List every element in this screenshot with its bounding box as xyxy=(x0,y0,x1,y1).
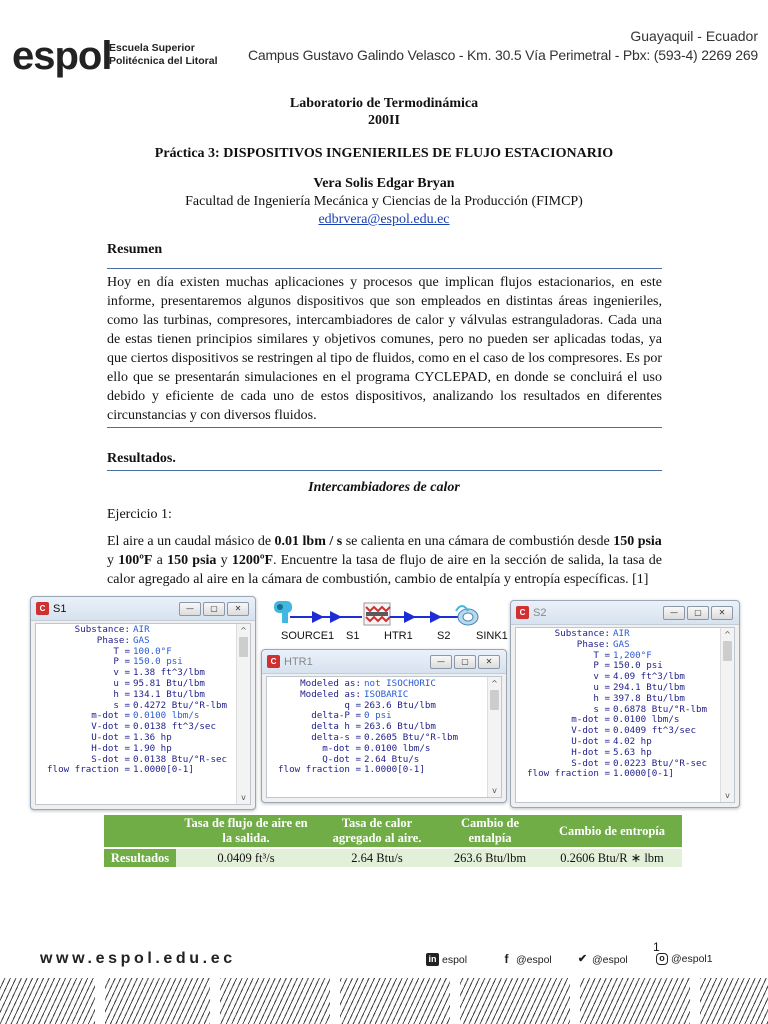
property-value: ISOBARIC xyxy=(364,688,409,700)
property-value: 0.4272 Btu/°R-lbm xyxy=(133,699,228,711)
htr1-properties-panel xyxy=(266,676,502,798)
property-key: s = xyxy=(113,699,130,711)
espol-logo xyxy=(12,34,222,78)
property-key: m-dot = xyxy=(322,742,361,754)
property-value: 263.6 Btu/lbm xyxy=(364,699,436,711)
resumen-text: Hoy en día existen muchas aplicaciones y procesos que implican flujos estacionarios, en este informe, presentaremos algunos dispositivos que son empleados en distintas áreas ingenieriles, como las turbinas, compresores, intercambiadores de calor y válvulas estranguladoras. Cada una de estas tienen principios similares y objetivos comunes, pero no pueden ser aplicadas todas, ya que ciertos dispositivos se restringen al tipo de fluidos, como en el caso de los compresores. Es por ello que se presentarán simulaciones en el programa CYCLEPAD, en donde se concluirá el uso debido y eficiente de cada uno de estos dispositivos, analizando los resultados en diferentes circunstancias y con diversos fluidos. xyxy=(107,275,662,423)
s1-window-title: S1 xyxy=(53,603,67,615)
table-header-heat: Tasa de calor agregado al aire. xyxy=(316,815,438,848)
property-value: GAS xyxy=(133,634,150,646)
property-value: 0.2605 Btu/°R-lbm xyxy=(364,731,459,743)
property-key: H-dot = xyxy=(91,742,130,754)
resultados-heading: Resultados. xyxy=(107,451,176,466)
diagram-label-htr1: HTR1 xyxy=(384,630,413,642)
property-row[interactable] xyxy=(516,640,718,651)
property-value: 0.0100 lbm/s xyxy=(133,710,200,722)
property-row[interactable] xyxy=(267,744,485,755)
logo-line2: Politécnica del Litoral xyxy=(109,55,218,67)
header-address: Campus Gustavo Galindo Velasco - Km. 30.5 Vía Perimetral - Pbx: (593-4) 2269 269 xyxy=(247,47,758,63)
cyclepad-app-icon: C xyxy=(36,602,49,615)
footer-hatch-gap xyxy=(450,978,460,1024)
close-button[interactable]: ✕ xyxy=(478,655,500,669)
property-value: 100.0°F xyxy=(133,645,172,657)
property-key: delta h = xyxy=(311,721,361,733)
property-row[interactable] xyxy=(267,765,485,776)
resumen-rule-bottom xyxy=(107,427,662,428)
property-key: delta-s = xyxy=(311,731,361,743)
property-value: 0.0100 lbm/s xyxy=(613,714,680,726)
property-value: 263.6 Btu/lbm xyxy=(364,721,436,733)
resumen-rule-top xyxy=(107,268,662,269)
social-instagram[interactable] xyxy=(656,953,713,965)
s2-properties-panel xyxy=(515,627,735,803)
property-value: GAS xyxy=(613,638,630,650)
property-value: 1.38 ft^3/lbm xyxy=(133,667,205,679)
scroll-down-icon[interactable]: v xyxy=(492,786,497,795)
instagram-handle: @espol1 xyxy=(671,953,713,965)
htr1-properties xyxy=(267,679,485,776)
s2-window[interactable] xyxy=(510,600,740,808)
table-cell-enthalpy: 263.6 Btu/lbm xyxy=(438,848,542,867)
property-value: 150.0 psi xyxy=(613,660,663,672)
property-key: S-dot = xyxy=(91,753,130,765)
property-value: not ISOCHORIC xyxy=(364,678,436,689)
property-key: T = xyxy=(113,645,130,657)
maximize-button[interactable]: ▢ xyxy=(203,602,225,616)
property-value: 4.02 hp xyxy=(613,735,652,747)
table-cell-heat: 2.64 Btu/s xyxy=(316,848,438,867)
social-facebook[interactable] xyxy=(500,953,552,966)
maximize-button[interactable]: ▢ xyxy=(454,655,476,669)
property-key: P = xyxy=(113,656,130,668)
maximize-button[interactable]: ▢ xyxy=(687,606,709,620)
scroll-down-icon[interactable]: v xyxy=(241,793,246,802)
property-key: Phase: xyxy=(576,638,610,650)
htr1-scrollbar[interactable] xyxy=(487,677,501,797)
s1-titlebar[interactable] xyxy=(31,597,255,621)
property-value: 1.0000[0-1] xyxy=(364,764,425,776)
htr1-window-title: HTR1 xyxy=(284,656,313,668)
footer-hatch-gap xyxy=(570,978,580,1024)
property-value: AIR xyxy=(133,624,150,635)
twitter-icon: ✔ xyxy=(577,953,588,965)
s1-properties-panel xyxy=(35,623,251,805)
property-key: flow fraction = xyxy=(527,768,610,780)
property-key: U-dot = xyxy=(91,731,130,743)
scroll-up-icon[interactable]: ^ xyxy=(491,679,498,688)
property-key: flow fraction = xyxy=(47,764,130,776)
property-key: Substance: xyxy=(554,628,610,639)
faculty-name: Facultad de Ingeniería Mecánica y Ciencias de la Producción (FIMCP) xyxy=(185,194,583,209)
footer-hatch-gap xyxy=(210,978,220,1024)
property-key: P = xyxy=(593,660,610,672)
source-icon[interactable] xyxy=(274,601,292,623)
table-header-entropy: Cambio de entropía xyxy=(542,815,682,848)
property-key: q = xyxy=(344,699,361,711)
cyclepad-app-icon: C xyxy=(516,606,529,619)
property-key: Q-dot = xyxy=(322,753,361,765)
property-key: V-dot = xyxy=(571,725,610,737)
s2-properties xyxy=(516,629,718,780)
table-header-flow: Tasa de flujo de aire en la salida. xyxy=(176,815,316,848)
property-value: 2.64 Btu/s xyxy=(364,753,420,765)
close-button[interactable]: ✕ xyxy=(227,602,249,616)
property-value: 95.81 Btu/lbm xyxy=(133,677,205,689)
logo-line1: Escuela Superior xyxy=(109,42,195,54)
logo-subtitle xyxy=(109,42,218,68)
property-key: H-dot = xyxy=(571,746,610,758)
property-row[interactable] xyxy=(36,690,234,701)
property-value: 134.1 Btu/lbm xyxy=(133,688,205,700)
practice-title: Práctica 3: DISPOSITIVOS INGENIERILES DE FLUJO ESTACIONARIO xyxy=(154,146,614,161)
close-button[interactable]: ✕ xyxy=(711,606,733,620)
table-cell-entropy: 0.2606 Btu/R ∗ lbm xyxy=(542,848,682,867)
property-key: Phase: xyxy=(96,634,130,646)
property-key: v = xyxy=(593,671,610,683)
s2-titlebar[interactable] xyxy=(511,601,739,625)
property-value: 1.90 hp xyxy=(133,742,172,754)
htr1-titlebar[interactable] xyxy=(262,650,506,674)
property-key: flow fraction = xyxy=(278,764,361,776)
intercambiadores-subheading: Intercambiadores de calor xyxy=(308,480,460,495)
property-key: u = xyxy=(593,681,610,693)
property-value: 0 psi xyxy=(364,710,392,722)
social-twitter[interactable] xyxy=(576,953,628,966)
table-row-label: Resultados xyxy=(104,848,176,867)
scroll-thumb[interactable] xyxy=(490,690,499,710)
property-row[interactable] xyxy=(267,690,485,701)
property-row[interactable] xyxy=(36,744,234,755)
instagram-icon: o xyxy=(656,953,668,965)
property-key: h = xyxy=(113,688,130,700)
page-number: 1 xyxy=(653,940,660,954)
s2-window-title: S2 xyxy=(533,607,547,619)
property-key: Modeled as: xyxy=(300,688,361,700)
property-value: AIR xyxy=(613,628,630,639)
results-table xyxy=(104,815,682,867)
minimize-button[interactable]: — xyxy=(430,655,452,669)
minimize-button[interactable]: — xyxy=(663,606,685,620)
property-value: 0.0138 Btu/°R-sec xyxy=(133,753,228,765)
property-value: 0.0100 lbm/s xyxy=(364,742,431,754)
diagram-label-source1: SOURCE1 xyxy=(281,630,335,642)
property-value: 1.0000[0-1] xyxy=(613,768,674,780)
table-row xyxy=(104,848,682,867)
scroll-thumb[interactable] xyxy=(239,637,248,657)
minimize-button[interactable]: — xyxy=(179,602,201,616)
logo-word: espol xyxy=(12,34,112,78)
property-value: 0.0223 Btu/°R-sec xyxy=(613,757,708,769)
resumen-heading: Resumen xyxy=(107,242,163,257)
sink-icon[interactable] xyxy=(456,606,478,625)
cyclepad-app-icon: C xyxy=(267,655,280,668)
property-value: 0.0138 ft^3/sec xyxy=(133,721,216,733)
scroll-up-icon[interactable]: ^ xyxy=(724,630,731,639)
property-key: S-dot = xyxy=(571,757,610,769)
property-key: T = xyxy=(593,649,610,661)
scroll-up-icon[interactable]: ^ xyxy=(240,626,247,635)
exercise-statement: El aire a un caudal másico de 0.01 lbm / s se calienta en una cámara de combustión desde 150 psia y 100ºF a 150 psia y 1200ºF. Encuentre la tasa de flujo de aire en la sección de salida, la tasa de calor agregado al aire en la cámara de combustión, cambio de entalpía y entropía específicas. [1] xyxy=(107,534,663,587)
property-key: delta-P = xyxy=(311,710,361,722)
property-value: 0.0409 ft^3/sec xyxy=(613,725,696,737)
resultados-rule xyxy=(107,470,662,471)
property-key: s = xyxy=(593,703,610,715)
twitter-handle: @espol xyxy=(592,953,628,966)
linkedin-handle: espol xyxy=(442,953,468,966)
property-value: 5.63 hp xyxy=(613,746,652,758)
table-cell-flow: 0.0409 ft³/s xyxy=(176,848,316,867)
property-value: 0.6878 Btu/°R-lbm xyxy=(613,703,708,715)
linkedin-icon: in xyxy=(426,953,439,966)
property-value: 397.8 Btu/lbm xyxy=(613,692,685,704)
property-value: 1.36 hp xyxy=(133,731,172,743)
author-email-link[interactable]: edbrvera@espol.edu.ec xyxy=(318,212,450,227)
footer-hatch-gap xyxy=(690,978,700,1024)
s1-scrollbar[interactable] xyxy=(236,624,250,804)
property-key: m-dot = xyxy=(571,714,610,726)
property-row[interactable] xyxy=(516,694,718,705)
property-value: 4.09 ft^3/lbm xyxy=(613,671,685,683)
footer-url[interactable]: www.espol.edu.ec xyxy=(40,950,236,967)
header-city: Guayaquil - Ecuador xyxy=(630,28,758,44)
s1-properties xyxy=(36,625,234,776)
exercise-label: Ejercicio 1: xyxy=(107,507,172,522)
property-key: h = xyxy=(593,692,610,704)
property-key: V-dot = xyxy=(91,721,130,733)
social-linkedin[interactable] xyxy=(426,953,467,966)
term-title: 200II xyxy=(368,113,400,128)
facebook-icon: f xyxy=(504,952,509,966)
htr1-window[interactable] xyxy=(261,649,507,803)
table-header-enthalpy: Cambio de entalpía xyxy=(438,815,542,848)
diagram-label-sink1: SINK1 xyxy=(476,630,508,642)
property-row[interactable] xyxy=(516,769,718,780)
property-value: 150.0 psi xyxy=(133,656,183,668)
footer-hatch-pattern xyxy=(0,978,768,1024)
property-value: 1.0000[0-1] xyxy=(133,764,194,776)
s1-window[interactable] xyxy=(30,596,256,810)
property-value: 1,200°F xyxy=(613,649,652,661)
heater-icon[interactable] xyxy=(364,603,390,625)
property-key: U-dot = xyxy=(571,735,610,747)
property-key: m-dot = xyxy=(91,710,130,722)
property-key: Substance: xyxy=(74,624,130,635)
scroll-thumb[interactable] xyxy=(723,641,732,661)
property-row[interactable] xyxy=(36,636,234,647)
table-corner-cell xyxy=(104,815,176,848)
lab-title: Laboratorio de Termodinámica xyxy=(289,96,479,111)
property-key: Modeled as: xyxy=(300,678,361,689)
footer-hatch-gap xyxy=(330,978,340,1024)
diagram-label-s2: S2 xyxy=(437,630,451,642)
property-value: 294.1 Btu/lbm xyxy=(613,681,685,693)
facebook-handle: @espol xyxy=(516,953,552,966)
property-row[interactable] xyxy=(516,748,718,759)
author-name: Vera Solis Edgar Bryan xyxy=(313,176,455,191)
footer-hatch-gap xyxy=(95,978,105,1024)
diagram-label-s1: S1 xyxy=(346,630,360,642)
property-key: v = xyxy=(113,667,130,679)
s2-scrollbar[interactable] xyxy=(720,628,734,802)
scroll-down-icon[interactable]: v xyxy=(725,791,730,800)
property-key: u = xyxy=(113,677,130,689)
property-row[interactable] xyxy=(36,765,234,776)
